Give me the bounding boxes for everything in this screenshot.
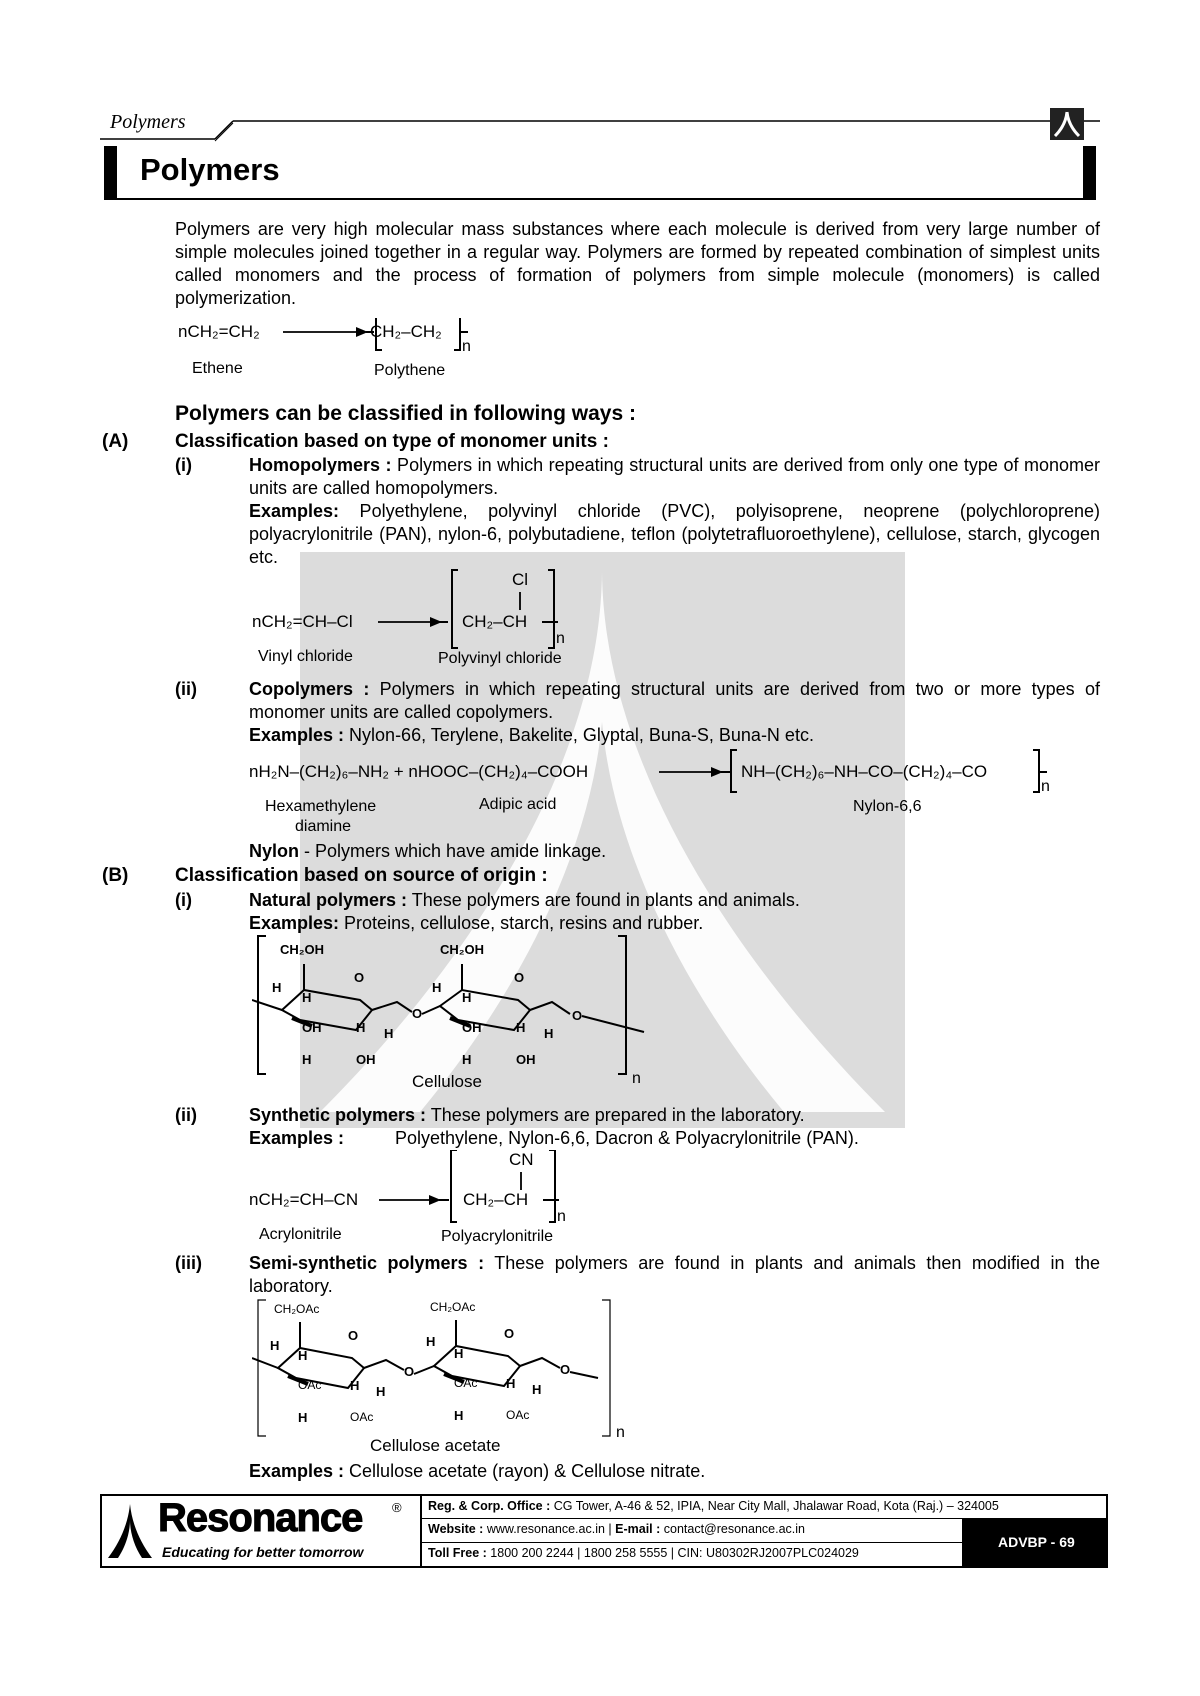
product: NH–(CH₂)₆–NH–CO–(CH₂)₄–CO — [741, 762, 988, 781]
h-7: H — [462, 990, 472, 1005]
h-8: H — [506, 1376, 516, 1391]
h-9: H — [544, 1026, 554, 1041]
ring-o-1: O — [348, 1328, 359, 1343]
product-label: Polythene — [374, 362, 446, 379]
footer-rule-2 — [422, 1542, 962, 1543]
reaction-acrylonitrile — [249, 1150, 609, 1250]
reactant-label: Vinyl chloride — [258, 648, 353, 665]
website-text: www.resonance.ac.in | — [483, 1522, 616, 1536]
ch2oh-1: CH₂OH — [280, 942, 325, 957]
subscript-n: n — [556, 630, 565, 647]
b-iii-term: Semi-synthetic polymers : — [249, 1253, 485, 1273]
h-2: H — [302, 990, 312, 1005]
brand-tagline: Educating for better tomorrow — [162, 1544, 364, 1560]
page-code-box — [962, 1518, 1108, 1566]
h-4: H — [376, 1384, 386, 1399]
cellulose-structure — [252, 934, 652, 1094]
label-diamine: diamine — [295, 818, 352, 835]
reaction-nylon-66 — [249, 748, 1069, 840]
oh-3: OH — [462, 1020, 482, 1035]
b-ii-marker: (ii) — [175, 1105, 197, 1125]
a-i-examples-text: Polyethylene, polyvinyl chloride (PVC), polyisoprene, neoprene (polychloroprene) polyacrylonitrile (PAN), nylon-6, polybutadiene, teflon (polytetrafluoroethylene), cellulose, starch, glycogen etc. — [249, 501, 1100, 567]
ch2oh-2: CH₂OH — [440, 942, 485, 957]
section-b-heading: Classification based on source of origin : — [175, 865, 548, 886]
cellulose-acetate-structure — [252, 1298, 652, 1460]
ch2oac-1: CH₂OAc — [274, 1302, 320, 1316]
header-logo-icon — [1050, 108, 1084, 140]
h-4: H — [384, 1026, 394, 1041]
nylon-term: Nylon — [249, 841, 300, 861]
cellulose-ring-diagram — [252, 934, 652, 1094]
product-label: Polyvinyl chloride — [438, 650, 562, 667]
intro-paragraph: Polymers are very high molecular mass substances where each molecule is derived from very large number of simple molecules joined together in a regular way. Polymers are formed by repeated combination of simplest units called monomers and the process of formation of polymers from simple molecule (monomers) is called polymerization. — [175, 219, 1100, 308]
label-nylon: Nylon-6,6 — [853, 798, 922, 815]
h-8: H — [516, 1020, 526, 1035]
footer-divider — [420, 1496, 422, 1566]
reactant: nCH₂=CH–Cl — [252, 612, 353, 631]
classification-heading: Polymers can be classified in following ways : — [175, 402, 636, 425]
bridge-o-1: O — [404, 1364, 415, 1379]
footer — [100, 1494, 1108, 1568]
b-i-definition — [249, 889, 1100, 912]
a-ii-definition — [249, 678, 1100, 724]
brand-logo-icon — [106, 1502, 154, 1560]
b-iii-definition — [249, 1252, 1100, 1298]
oh-4: OH — [516, 1052, 536, 1067]
tollfree-label: Toll Free : — [428, 1546, 487, 1560]
h-1: H — [272, 980, 282, 995]
h-10: H — [462, 1052, 472, 1067]
oac-3: OAc — [454, 1376, 478, 1390]
h-6: H — [426, 1334, 436, 1349]
footer-office — [428, 1499, 999, 1514]
a-ii-def-text: Polymers in which repeating structural units are derived from two or more types of monomer units are called copolymers. — [249, 679, 1100, 722]
section-a-heading: Classification based on type of monomer units : — [175, 431, 609, 452]
b-iii-examples-text: Cellulose acetate (rayon) & Cellulose nitrate. — [344, 1461, 706, 1481]
reactant: nH₂N–(CH₂)₆–NH₂ + nHOOC–(CH₂)₄–COOH — [249, 762, 589, 781]
footer-brand — [102, 1496, 420, 1566]
section-a-marker: (A) — [102, 431, 129, 452]
brand-name: Resonance — [158, 1496, 363, 1540]
ring-o-1: O — [354, 970, 365, 985]
a-ii-examples-label: Examples : — [249, 725, 345, 745]
title-bar-right-block — [1083, 146, 1096, 198]
website-label: Website : — [428, 1522, 484, 1536]
b-iii-def-text: These polymers are found in plants and animals then modified in the laboratory. — [249, 1253, 1100, 1296]
bridge-o-2: O — [560, 1362, 571, 1377]
a-i-def-text: Polymers in which repeating structural units are derived from only one type of monomer units are called homopolymers. — [249, 455, 1101, 498]
a-ii-marker: (ii) — [175, 679, 197, 699]
b-i-examples-label: Examples: — [249, 913, 340, 933]
b-i-examples — [249, 912, 1100, 935]
reaction-vinyl-chloride — [252, 568, 612, 678]
a-i-term: Homopolymers : — [249, 455, 392, 475]
a-i-examples-label: Examples: — [249, 501, 340, 521]
subscript-n: n — [462, 338, 471, 355]
h-7: H — [454, 1346, 464, 1361]
footer-tollfree — [428, 1546, 859, 1561]
reactant-label: Acrylonitrile — [259, 1226, 342, 1243]
b-i-term: Natural polymers : — [249, 890, 408, 910]
section-title-bar — [104, 146, 1096, 200]
page-code: ADVBP - 69 — [998, 1534, 1075, 1550]
b-i-examples-text: Proteins, cellulose, starch, resins and rubber. — [339, 913, 704, 933]
running-header — [100, 108, 1100, 144]
product-label: Polyacrylonitrile — [441, 1228, 554, 1245]
running-title: Polymers — [110, 111, 186, 133]
reaction-ethene — [178, 318, 498, 378]
h-5: H — [298, 1410, 308, 1425]
product: CH₂–CH₂ — [370, 322, 442, 341]
a-ii-term: Copolymers : — [249, 679, 370, 699]
label-hexamethylene: Hexamethylene — [265, 798, 377, 815]
b-ii-definition — [249, 1104, 1100, 1127]
page-title: Polymers — [140, 152, 280, 187]
h-1: H — [270, 1338, 280, 1353]
a-i-definition — [249, 454, 1100, 500]
ring-o-2: O — [504, 1326, 515, 1341]
h-9: H — [532, 1382, 542, 1397]
email-label: E-mail : — [615, 1522, 661, 1536]
a-i-examples — [249, 500, 1100, 569]
reactant: nCH₂=CH–CN — [249, 1190, 359, 1209]
a-ii-examples-text: Nylon-66, Terylene, Bakelite, Glyptal, Buna-S, Buna-N etc. — [344, 725, 814, 745]
header-rule — [100, 108, 1100, 144]
title-bar-left-block — [104, 146, 117, 198]
b-ii-examples-text: Polyethylene, Nylon-6,6, Dacron & Polyacrylonitrile (PAN). — [395, 1128, 859, 1148]
subscript-n: n — [1041, 778, 1050, 795]
reactant-label: Ethene — [192, 360, 243, 377]
b-ii-def-text: These polymers are prepared in the laboratory. — [426, 1105, 805, 1125]
structure-name: Cellulose acetate — [370, 1436, 501, 1455]
oh-1: OH — [302, 1020, 322, 1035]
nylon-note — [249, 840, 606, 863]
b-iii-examples — [249, 1460, 1100, 1483]
oac-2: OAc — [350, 1410, 374, 1424]
section-b-marker: (B) — [102, 865, 129, 886]
oac-4: OAc — [506, 1408, 530, 1422]
oac-1: OAc — [298, 1378, 322, 1392]
email-text: contact@resonance.ac.in — [660, 1522, 805, 1536]
ch2oac-2: CH₂OAc — [430, 1300, 476, 1314]
label-adipic-acid: Adipic acid — [479, 796, 557, 813]
subscript-n: n — [632, 1070, 641, 1087]
h-6: H — [432, 980, 442, 995]
ring-o-2: O — [514, 970, 525, 985]
footer-contact — [428, 1522, 805, 1537]
brand-registered: ® — [392, 1500, 402, 1515]
b-ii-term: Synthetic polymers : — [249, 1105, 427, 1125]
substituent: CN — [509, 1150, 534, 1169]
bridge-o-1: O — [412, 1006, 423, 1021]
nylon-def: - Polymers which have amide linkage. — [299, 841, 607, 861]
office-text: CG Tower, A-46 & 52, IPIA, Near City Mall, Jhalawar Road, Kota (Raj.) – 324005 — [550, 1499, 999, 1513]
b-iii-examples-label: Examples : — [249, 1461, 345, 1481]
h-3: H — [350, 1378, 360, 1393]
a-ii-examples — [249, 724, 1100, 747]
b-i-def-text: These polymers are found in plants and animals. — [407, 890, 800, 910]
b-ii-examples-label: Examples : — [249, 1128, 345, 1148]
h-5: H — [302, 1052, 312, 1067]
substituent: Cl — [512, 570, 529, 589]
b-i-marker: (i) — [175, 890, 192, 910]
tollfree-text: 1800 200 2244 | 1800 258 5555 | CIN: U80302RJ2007PLC024029 — [486, 1546, 859, 1560]
h-2: H — [298, 1348, 308, 1363]
h-10: H — [454, 1408, 464, 1423]
b-iii-marker: (iii) — [175, 1253, 202, 1273]
subscript-n: n — [616, 1424, 625, 1441]
subscript-n: n — [557, 1208, 566, 1225]
office-label: Reg. & Corp. Office : — [428, 1499, 551, 1513]
product: CH₂–CH — [462, 612, 528, 631]
bridge-o-2: O — [572, 1008, 583, 1023]
oh-2: OH — [356, 1052, 376, 1067]
b-ii-examples — [249, 1127, 1100, 1150]
reactant: nCH₂=CH₂ — [178, 322, 260, 341]
structure-name: Cellulose — [412, 1072, 482, 1091]
h-3: H — [356, 1020, 366, 1035]
a-i-marker: (i) — [175, 455, 192, 475]
product: CH₂–CH — [463, 1190, 529, 1209]
